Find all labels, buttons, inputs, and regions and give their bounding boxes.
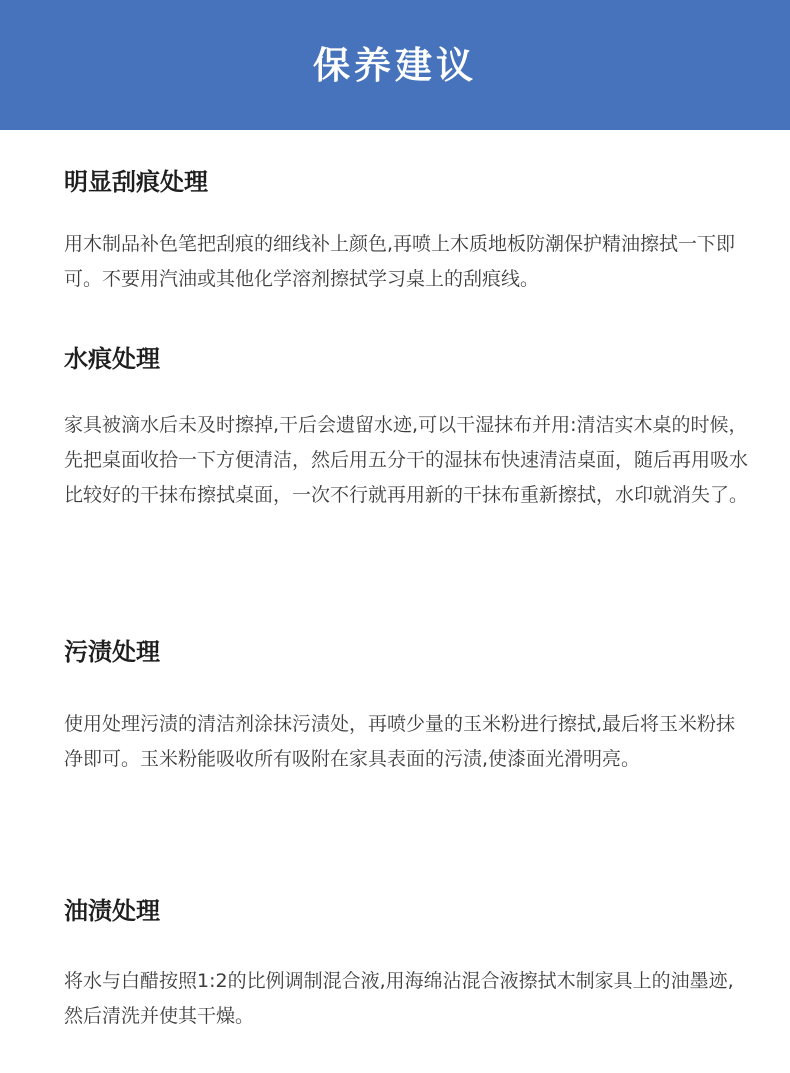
section-stain bbox=[64, 637, 750, 770]
section-water-mark bbox=[64, 344, 750, 506]
section-title: 油渍处理 bbox=[64, 897, 160, 925]
section-body: 将水与白醋按照1:2的比例调制混合液,用海绵沾混合液擦拭木制家具上的油墨迹,然后清洗并使其干燥。 bbox=[64, 970, 734, 1027]
section-oil-stain bbox=[64, 896, 750, 1027]
section-title: 水痕处理 bbox=[64, 345, 160, 373]
section-body: 家具被滴水后未及时擦掉,干后会遗留水迹,可以干湿抹布并用:清洁实木桌的时候，先把桌面收拾一下方便清洁，然后用五分干的湿抹布快速清洁桌面，随后再用吸水比较好的干抹布擦拭桌面，一次不行就再用新的干抹布重新擦拭，水印就消失了。 bbox=[64, 414, 749, 506]
section-title: 明显刮痕处理 bbox=[64, 168, 208, 196]
header-banner bbox=[0, 0, 790, 130]
section-body: 用木制品补色笔把刮痕的细线补上颜色,再喷上木质地板防潮保护精油擦拭一下即可。不要用汽油或其他化学溶剂擦拭学习桌上的刮痕线。 bbox=[64, 233, 736, 290]
page-title: 保养建议 bbox=[313, 44, 477, 87]
section-scratch bbox=[64, 167, 750, 290]
section-body: 使用处理污渍的清洁剂涂抹污渍处，再喷少量的玉米粉进行擦拭,最后将玉米粉抹净即可。玉米粉能吸收所有吸附在家具表面的污渍,使漆面光滑明亮。 bbox=[64, 713, 736, 770]
section-title: 污渍处理 bbox=[64, 638, 160, 666]
